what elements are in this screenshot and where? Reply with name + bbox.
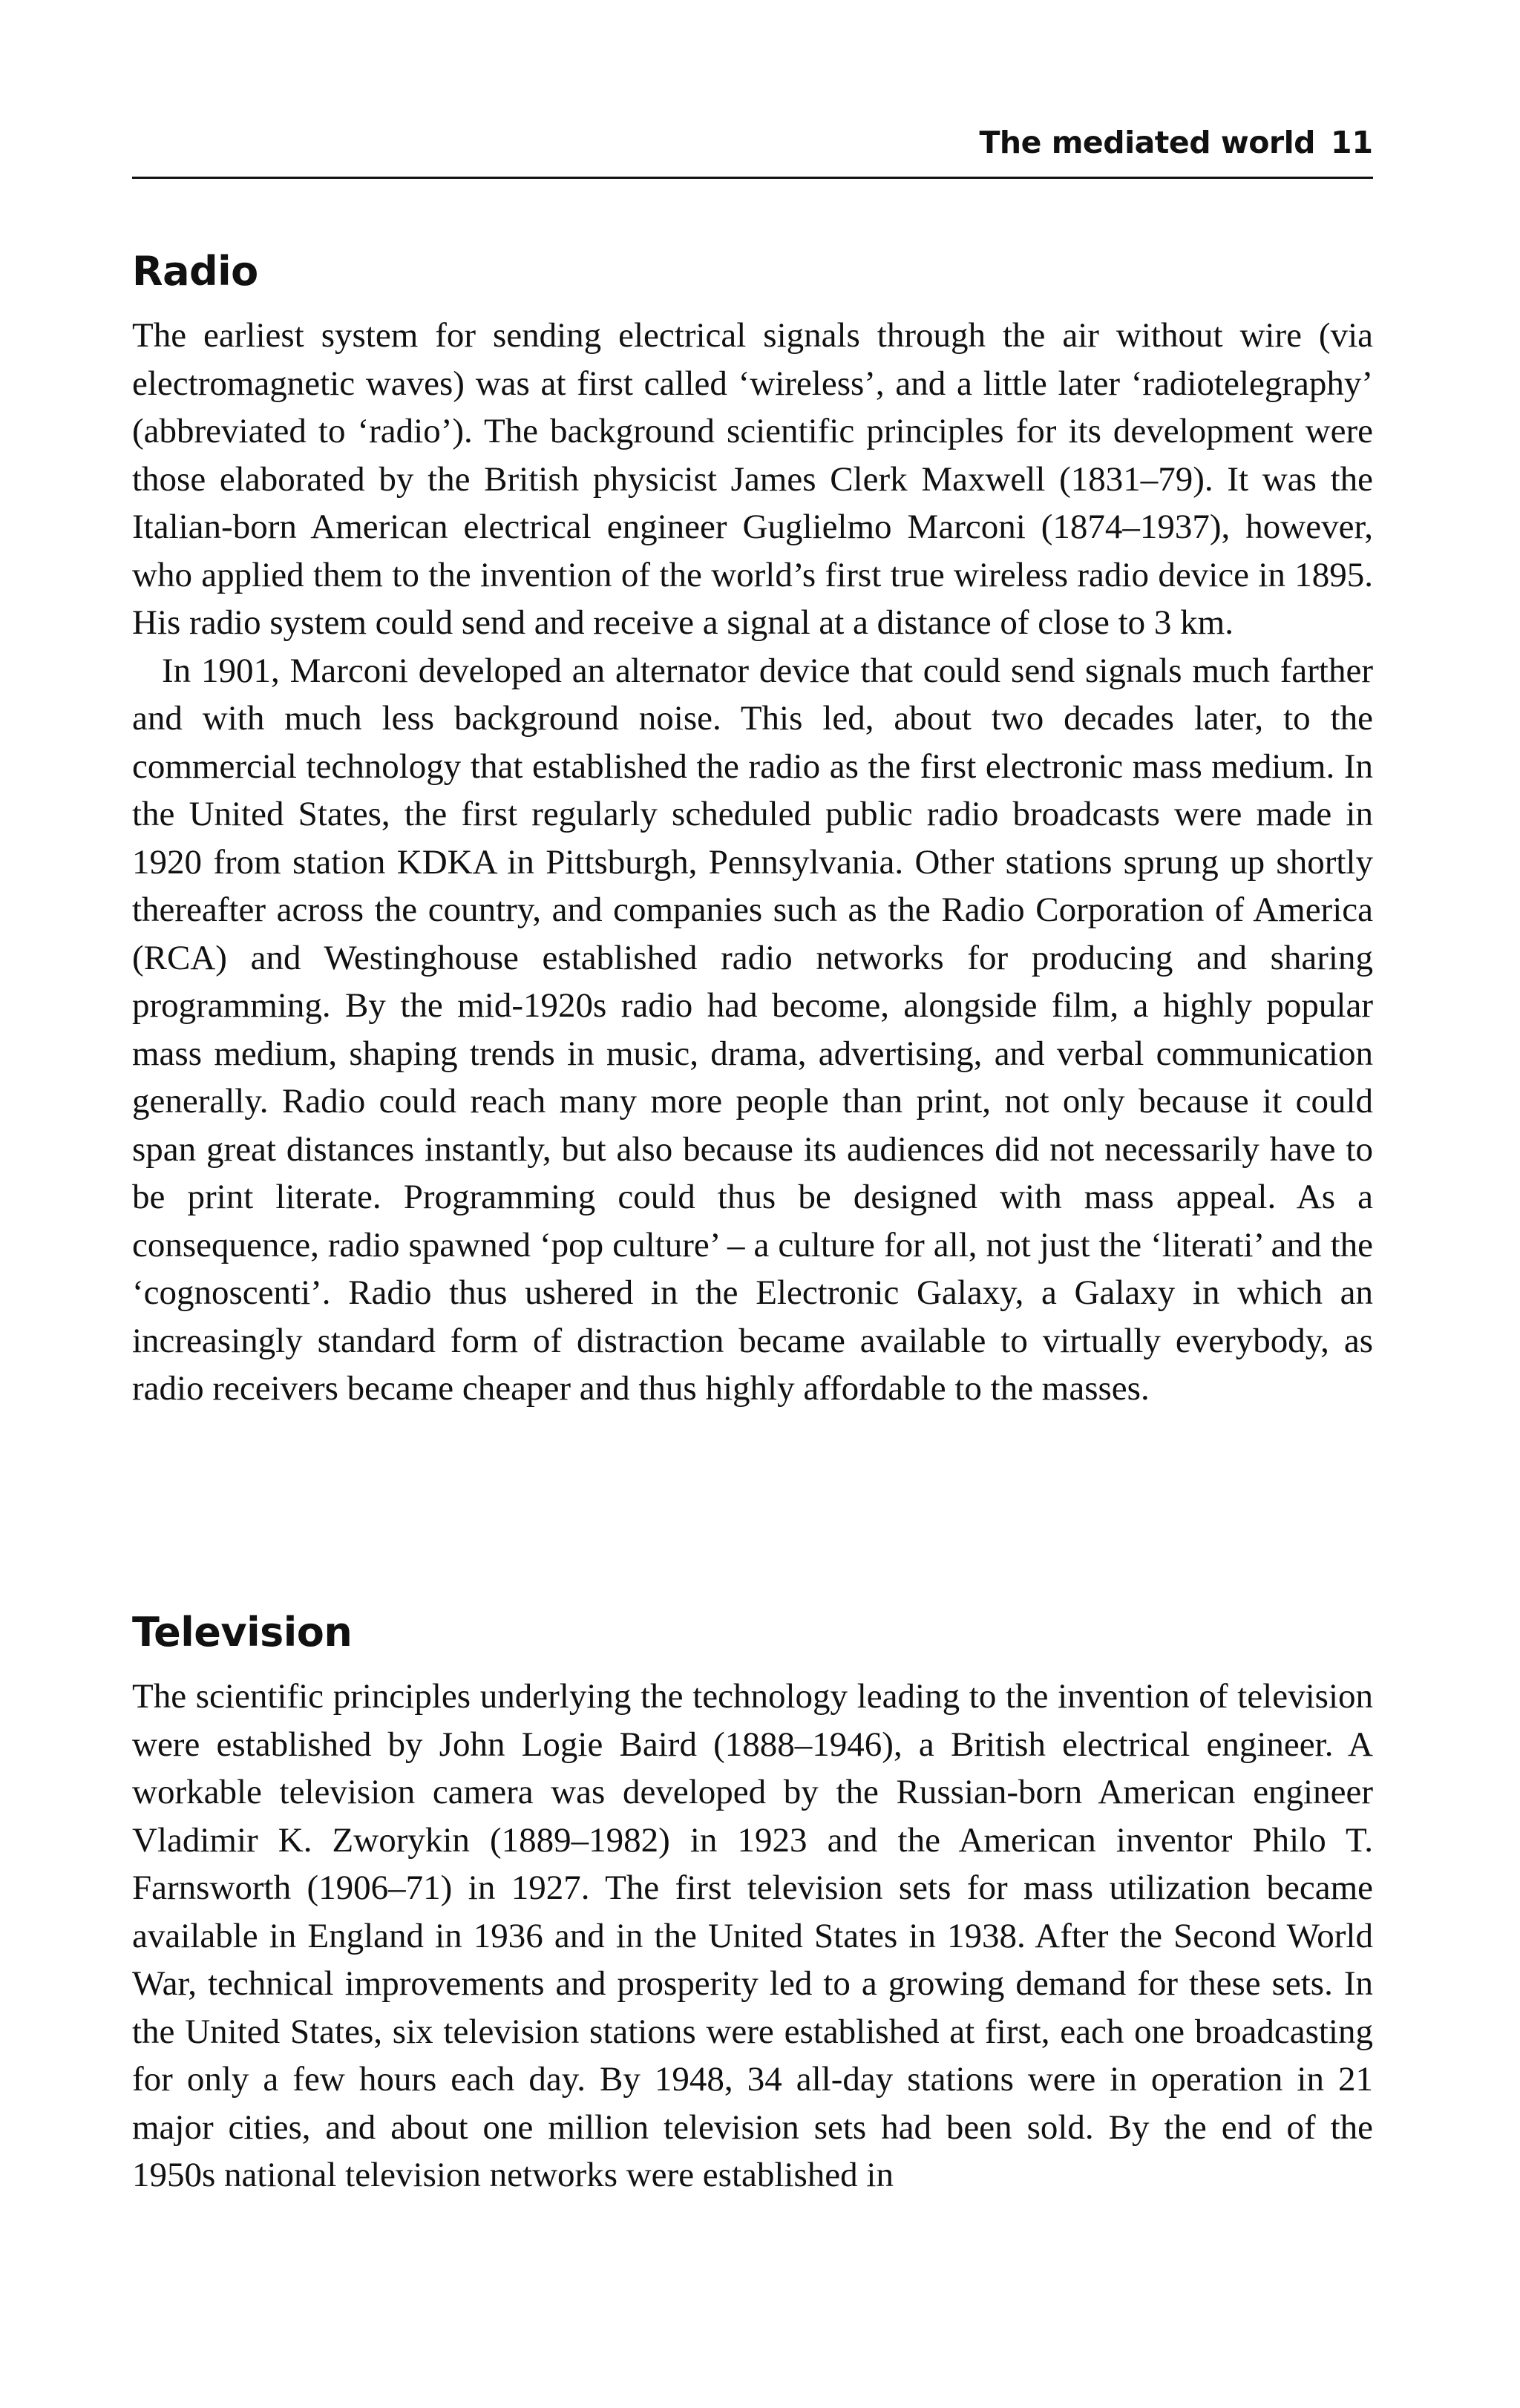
paragraph: In 1901, Marconi developed an alternator device that could send signals much farther and with much less background noise. This led, about two decades later, to the commercial technology that established the radio as the first electronic mass medium. In the United States, the first regularly scheduled public radio broadcasts were made in 1920 from station KDKA in Pittsburgh, Pennsylvania. Other stations sprung up shortly thereafter across the country, and companies such as the Radio Corporation of America (RCA) and Westinghouse established radio networks for producing and sharing programming. By the mid-1920s radio had become, alongside film, a highly popular mass medium, shaping trends in music, drama, advertising, and verbal communication generally. Radio could reach many more people than print, not only because it could span great distances instantly, but also because its audiences did not necessarily have to be print literate. Programming could thus be designed with mass appeal. As a consequence, radio spawned ‘pop culture’ – a culture for all, not just the ‘literati’ and the ‘cognoscenti’. Radio thus ushered in the Electronic Galaxy, a Galaxy in which an increasingly standard form of distraction became available to virtually everybody, as radio receivers became cheaper and thus highly affordable to the masses. <box>132 651 1373 1408</box>
section-heading-television: Television <box>132 1609 353 1656</box>
section-heading-radio: Radio <box>132 248 258 295</box>
running-header <box>132 125 1373 179</box>
page-number: 11 <box>1330 125 1373 160</box>
running-title: The mediated world <box>979 125 1315 160</box>
section-body-television <box>132 1673 1373 2199</box>
paragraph: The earliest system for sending electrical signals through the air without wire (via electromagnetic waves) was at first called ‘wireless’, and a little later ‘radiotelegraphy’ (abbreviated to ‘radio’). The background scientific principles for its development were those elaborated by the British physicist James Clerk Maxwell (1831–79). It was the Italian-born American electrical engineer Guglielmo Marconi (1874–1937), however, who applied them to the invention of the world’s first true wireless radio device in 1895. His radio system could send and receive a signal at a distance of close to 3 km. <box>132 316 1373 642</box>
section-body-radio <box>132 312 1373 1413</box>
paragraph: The scientific principles underlying the technology leading to the invention of television were established by John Logie Baird (1888–1946), a British electrical engineer. A workable television camera was developed by the Russian-born American engineer Vladimir K. Zworykin (1889–1982) in 1923 and the American inventor Philo T. Farnsworth (1906–71) in 1927. The first television sets for mass utilization became available in England in 1936 and in the United States in 1938. After the Second World War, technical improvements and prosperity led to a growing demand for these sets. In the United States, six television stations were established at first, each one broadcasting for only a few hours each day. By 1948, 34 all-day stations were in operation in 21 major cities, and about one million television sets had been sold. By the end of the 1950s national television networks were established in <box>132 1677 1373 2194</box>
